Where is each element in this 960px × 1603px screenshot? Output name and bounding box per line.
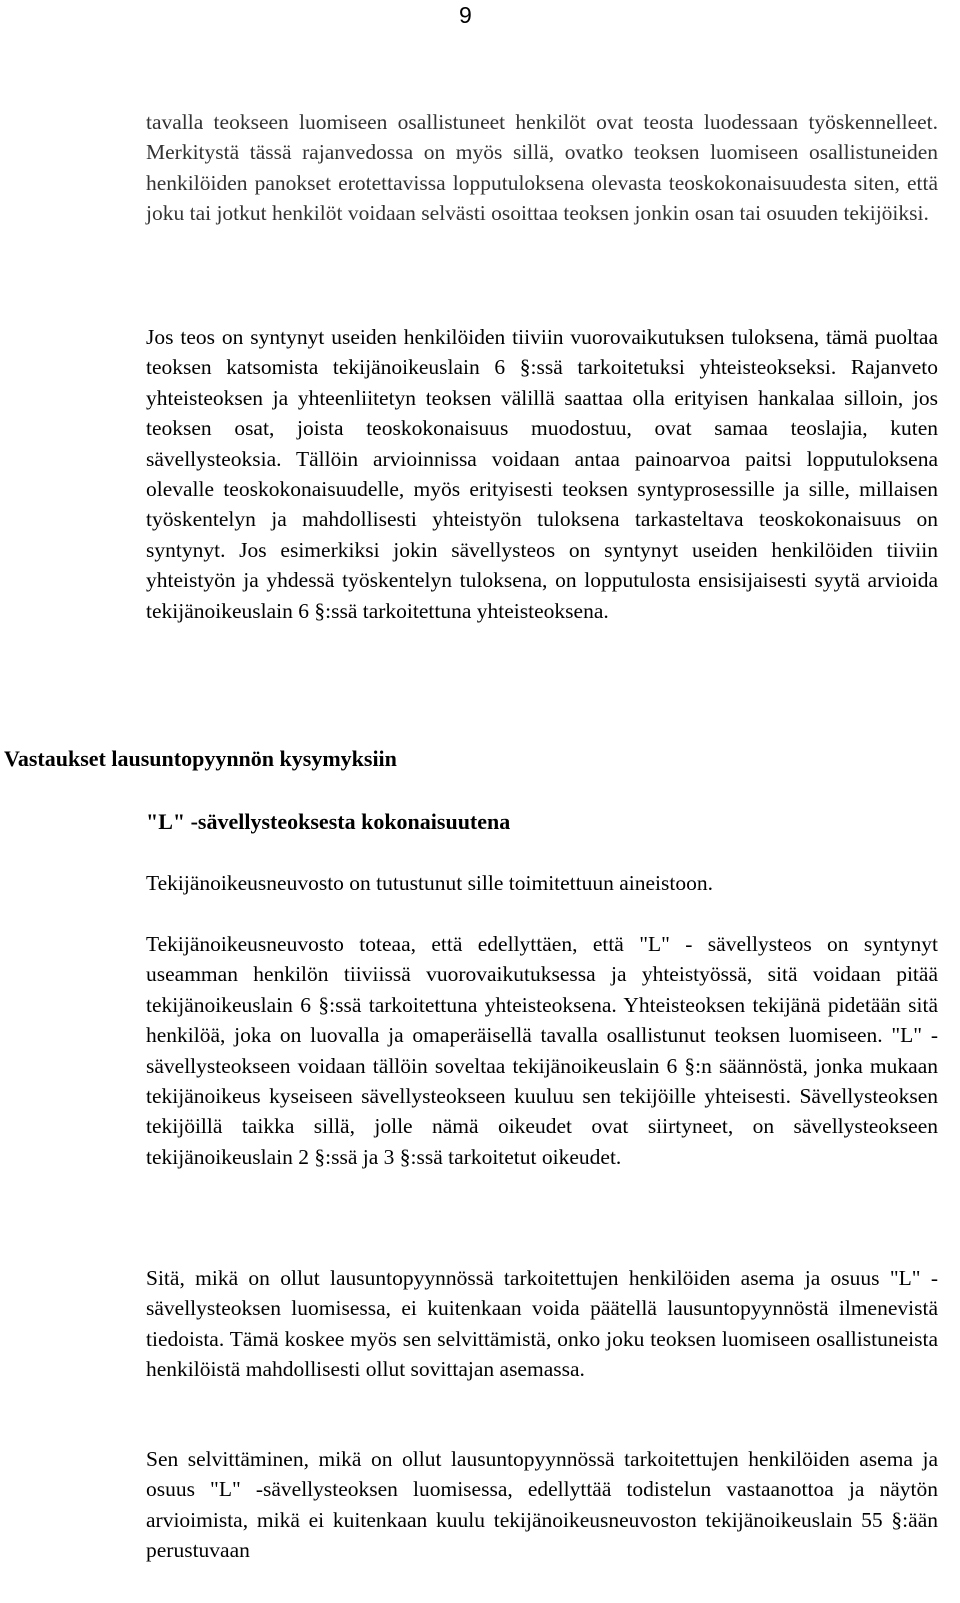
body-paragraph: Tekijänoikeusneuvosto toteaa, että edellyttäen, että "L" - sävellysteos on syntynyt useamman henkilön tiiviissä vuorovaikutuksessa ja yhteistyössä, sitä voidaan pitää tekijänoikeuslain 6 §:ssä tarkoitettuna yhteisteoksena. Yhteisteoksen tekijänä pidetään sitä henkilöä, joka on luovalla ja omaperäisellä tavalla osallistunut teoksen luomiseen. "L" - sävellysteokseen voidaan tällöin soveltaa tekijänoikeuslain 6 §:n säännöstä, jonka mukaan tekijänoikeus kyseiseen sävellysteokseen kuuluu sen tekijöille yhteisesti. Sävellysteoksen tekijöillä taikka sillä, jolle nämä oikeudet ovat siirtyneet, on sävellysteokseen tekijänoikeuslain 2 §:ssä ja 3 §:ssä tarkoitetut oikeudet. bbox=[146, 932, 938, 1169]
body-paragraph: tavalla teokseen luomiseen osallistuneet henkilöt ovat teosta luodessaan työskennelleet. Merkitystä tässä rajanvedossa on myös sillä, ovatko teoksen luomiseen osallistuneiden henkilöiden panokset erotettavissa lopputuloksena olevasta teoskokonaisuudesta siten, että joku tai jotkut henkilöt voidaan selvästi osoittaa teoksen jonkin osan tai osuuden tekijöiksi. bbox=[146, 110, 938, 226]
body-paragraph: Jos teos on syntynyt useiden henkilöiden tiiviin vuorovaikutuksen tuloksena, tämä puoltaa teoksen katsomista tekijänoikeuslain 6 §:ssä tarkoitetuksi yhteisteokseksi. Rajanveto yhteisteoksen ja yhteenliitetyn teoksen välillä saattaa olla erityisen hankalaa silloin, jos teoksen osat, joista teoskokonaisuus muodostuu, ovat samaa teoslajia, kuten sävellysteoksia. Tällöin arvioinnissa voidaan antaa painoarvoa paitsi lopputuloksena olevalle teoskokonaisuudelle, myös erityisesti teoksen syntyprosessille ja sille, millaisen työskentelyn ja mahdollisesti yhteistyön tuloksena tarkasteltava teoskokonaisuus on syntynyt. Jos esimerkiksi jokin sävellysteos on syntynyt useiden henkilöiden tiiviin yhteistyön ja yhdessä työskentelyn tuloksena, on lopputulosta ensisijaisesti syytä arvioida tekijänoikeuslain 6 §:ssä tarkoitettuna yhteisteoksena. bbox=[146, 325, 938, 623]
body-paragraph: Tekijänoikeusneuvosto on tutustunut sille toimitettuun aineistoon. bbox=[146, 871, 713, 895]
section-heading: Vastaukset lausuntopyynnön kysymyksiin bbox=[4, 746, 397, 771]
page-number: 9 bbox=[459, 2, 472, 28]
body-paragraph: Sen selvittäminen, mikä on ollut lausuntopyynnössä tarkoitettujen henkilöiden asema ja osuus "L" -sävellysteoksen luomisessa, edellyttää todistelun vastaanottoa ja näytön arvioimista, mikä ei kuitenkaan kuulu tekijänoikeusneuvoston tekijänoikeuslain 55 §:ään perustuvaan bbox=[146, 1447, 938, 1563]
body-paragraph: Sitä, mikä on ollut lausuntopyynnössä tarkoitettujen henkilöiden asema ja osuus "L" -sävellysteoksen luomisessa, ei kuitenkaan voida päätellä lausuntopyynnöstä ilmenevistä tiedoista. Tämä koskee myös sen selvittämistä, onko joku teoksen luomiseen osallistuneista henkilöistä mahdollisesti ollut sovittajan asemassa. bbox=[146, 1266, 938, 1382]
subsection-heading: "L" -sävellysteoksesta kokonaisuutena bbox=[146, 809, 511, 834]
